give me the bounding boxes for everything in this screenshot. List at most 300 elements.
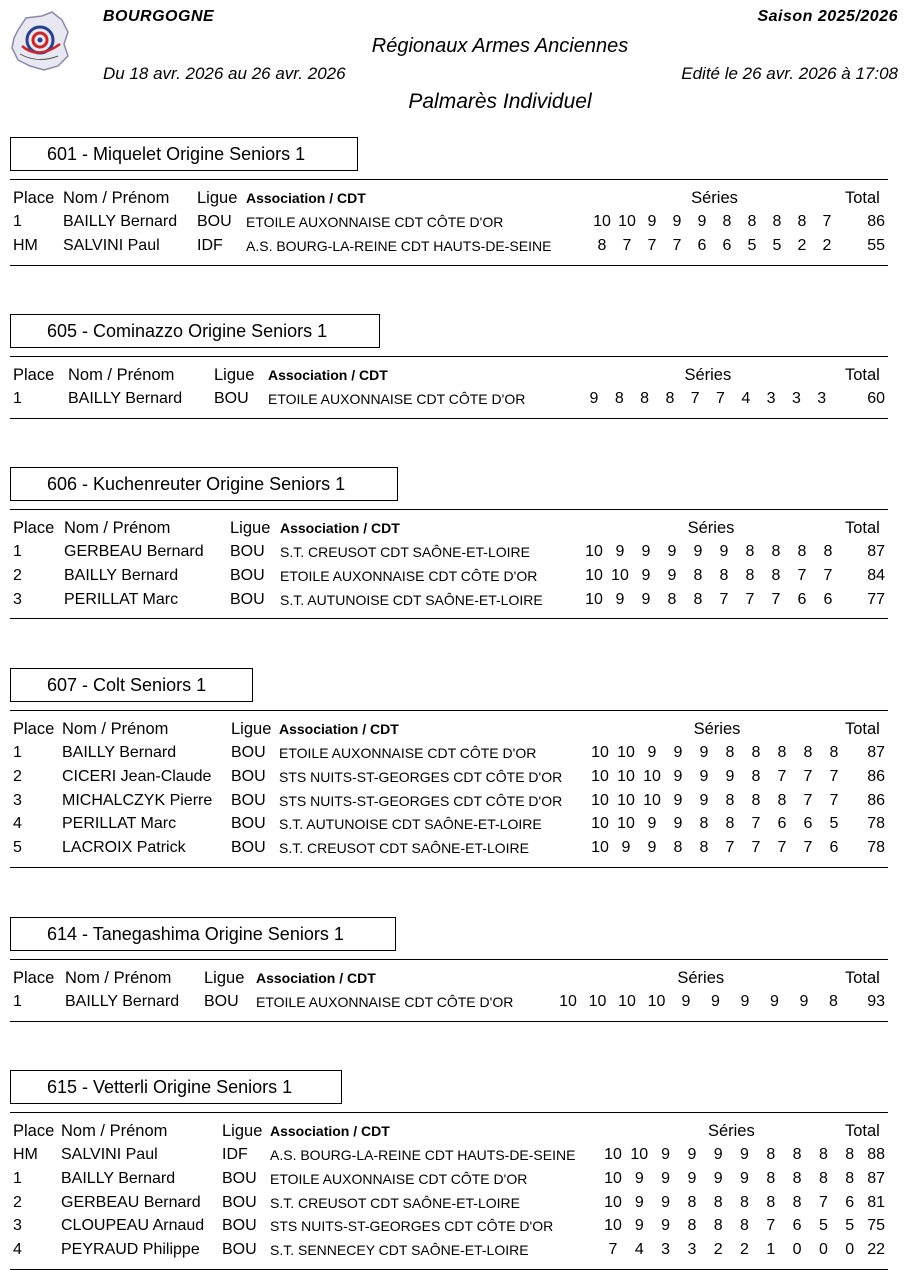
col-header-total: Total — [845, 366, 880, 384]
section-end-rule — [10, 867, 888, 868]
row-series-score: 9 — [673, 744, 683, 761]
col-header-name: Nom / Prénom — [64, 519, 171, 537]
col-header-place: Place — [13, 720, 55, 738]
col-header-place: Place — [13, 189, 55, 207]
row-series-score: 9 — [589, 390, 599, 407]
event-title: 606 - Kuchenreuter Origine Seniors 1 — [10, 467, 398, 501]
row-association: STS NUITS-ST-GEORGES CDT CÔTE D'OR — [279, 768, 563, 785]
row-total: 77 — [867, 590, 885, 608]
row-series-score: 8 — [829, 993, 838, 1010]
event-title: 607 - Colt Seniors 1 — [10, 668, 253, 702]
row-series-score: 6 — [792, 1217, 802, 1235]
col-header-place: Place — [13, 519, 55, 537]
row-series-score: 8 — [665, 390, 675, 407]
row-place: HM — [13, 1146, 38, 1163]
row-series-score: 7 — [803, 767, 813, 785]
col-header-place: Place — [13, 969, 55, 987]
row-series-score: 10 — [604, 1146, 622, 1163]
col-header-league: Ligue — [204, 969, 245, 987]
row-series-score: 10 — [591, 839, 609, 857]
row-series-score: 8 — [797, 543, 807, 560]
row-series-score: 10 — [588, 993, 607, 1010]
row-series-score: 8 — [751, 767, 761, 785]
row-series-score: 8 — [803, 744, 813, 761]
row-total: 22 — [867, 1241, 885, 1259]
row-series-score: 3 — [817, 390, 827, 407]
row-place: 1 — [13, 993, 22, 1010]
row-place: 5 — [13, 839, 22, 857]
row-series-score: 9 — [634, 1193, 644, 1211]
row-series-score: 9 — [647, 815, 657, 833]
row-series-score: 7 — [622, 236, 632, 254]
row-association: S.T. AUTUNOISE CDT SAÔNE-ET-LOIRE — [280, 591, 543, 608]
row-series-score: 10 — [617, 767, 635, 785]
row-series-score: 8 — [725, 791, 735, 809]
row-association: A.S. BOURG-LA-REINE CDT HAUTS-DE-SEINE — [270, 1147, 576, 1163]
row-total: 86 — [867, 767, 885, 785]
edit-timestamp: Edité le 26 avr. 2026 à 17:08 — [681, 64, 898, 83]
row-league: BOU — [197, 213, 232, 230]
row-series-score: 7 — [829, 791, 839, 809]
row-series-score: 9 — [661, 1146, 671, 1163]
row-series-score: 7 — [822, 213, 832, 230]
col-header-total: Total — [845, 1122, 880, 1140]
row-series-score: 8 — [640, 390, 650, 407]
row-series-score: 3 — [791, 390, 801, 407]
row-series-score: 10 — [643, 767, 661, 785]
row-association: STS NUITS-ST-GEORGES CDT CÔTE D'OR — [270, 1218, 554, 1235]
row-series-score: 9 — [641, 543, 651, 560]
row-series-score: 10 — [604, 1217, 622, 1235]
row-series-score: 9 — [621, 839, 631, 857]
row-series-score: 8 — [719, 566, 729, 584]
row-association: S.T. AUTUNOISE CDT SAÔNE-ET-LOIRE — [279, 816, 542, 833]
row-series-score: 8 — [771, 543, 781, 560]
row-series-score: 9 — [647, 839, 657, 857]
row-series-score: 10 — [647, 993, 666, 1010]
row-series-score: 8 — [792, 1146, 802, 1163]
row-place: 3 — [13, 590, 22, 608]
row-series-score: 4 — [741, 390, 751, 407]
row-series-score: 8 — [845, 1146, 855, 1163]
header-rule — [10, 710, 888, 711]
col-header-name: Nom / Prénom — [68, 366, 175, 384]
row-league: BOU — [214, 390, 249, 407]
row-series-score: 8 — [687, 1193, 697, 1211]
col-header-association: Association / CDT — [246, 190, 366, 206]
col-header-series: Séries — [684, 366, 732, 384]
row-series-score: 3 — [766, 390, 776, 407]
row-series-score: 2 — [797, 236, 807, 254]
row-total: 55 — [867, 236, 885, 254]
row-league: BOU — [204, 993, 239, 1010]
row-association: STS NUITS-ST-GEORGES CDT CÔTE D'OR — [279, 792, 563, 809]
row-name: CICERI Jean-Claude — [62, 767, 212, 785]
row-series-score: 6 — [803, 815, 813, 833]
header-rule — [10, 1112, 888, 1113]
row-league: BOU — [222, 1241, 257, 1259]
row-series-score: 7 — [829, 767, 839, 785]
row-series-score: 8 — [818, 1169, 828, 1187]
row-series-score: 2 — [713, 1241, 723, 1259]
row-series-score: 9 — [711, 993, 720, 1010]
row-series-score: 8 — [797, 213, 807, 230]
col-header-association: Association / CDT — [270, 1123, 390, 1139]
row-series-score: 8 — [845, 1169, 855, 1187]
row-series-score: 8 — [823, 543, 833, 560]
row-series-score: 8 — [745, 566, 755, 584]
row-series-score: 10 — [604, 1193, 622, 1211]
col-header-name: Nom / Prénom — [63, 189, 170, 207]
row-name: SALVINI Paul — [63, 236, 160, 254]
row-series-score: 7 — [777, 839, 787, 857]
row-series-score: 6 — [845, 1193, 855, 1211]
col-header-series: Séries — [707, 1122, 755, 1140]
row-series-score: 5 — [818, 1217, 828, 1235]
row-league: BOU — [230, 566, 265, 584]
row-series-score: 9 — [647, 744, 657, 761]
row-name: GERBEAU Bernard — [61, 1193, 201, 1211]
row-name: PEYRAUD Philippe — [61, 1241, 200, 1259]
row-series-score: 10 — [618, 993, 636, 1010]
row-name: BAILLY Bernard — [62, 744, 177, 761]
row-series-score: 8 — [667, 590, 677, 608]
row-series-score: 8 — [693, 566, 703, 584]
row-series-score: 10 — [630, 1146, 649, 1163]
row-total: 84 — [867, 566, 885, 584]
col-header-association: Association / CDT — [268, 367, 388, 383]
row-name: BAILLY Bernard — [61, 1169, 176, 1187]
row-series-score: 7 — [777, 767, 787, 785]
section-end-rule — [10, 1021, 888, 1022]
row-series-score: 9 — [673, 767, 683, 785]
row-series-score: 9 — [699, 744, 709, 761]
row-series-score: 8 — [699, 839, 709, 857]
row-name: BAILLY Bernard — [63, 213, 178, 230]
row-association: S.T. CREUSOT CDT SAÔNE-ET-LOIRE — [279, 840, 529, 857]
row-series-score: 10 — [593, 213, 611, 230]
row-place: 1 — [13, 213, 22, 230]
row-series-score: 7 — [823, 566, 833, 584]
row-series-score: 8 — [792, 1193, 802, 1211]
row-series-score: 10 — [604, 1169, 622, 1187]
row-league: BOU — [230, 590, 265, 608]
row-series-score: 9 — [681, 993, 691, 1010]
row-total: 93 — [867, 993, 885, 1010]
row-series-score: 9 — [693, 543, 703, 560]
row-total: 78 — [867, 839, 885, 857]
row-series-score: 0 — [792, 1241, 802, 1259]
row-series-score: 9 — [661, 1193, 671, 1211]
col-header-league: Ligue — [214, 366, 255, 384]
row-series-score: 7 — [766, 1217, 776, 1235]
row-series-score: 10 — [611, 566, 629, 584]
row-series-score: 8 — [597, 236, 607, 254]
row-series-score: 6 — [829, 839, 839, 857]
row-series-score: 7 — [818, 1193, 828, 1211]
header-rule — [10, 959, 888, 960]
header-rule — [10, 509, 888, 510]
row-association: S.T. SENNECEY CDT SAÔNE-ET-LOIRE — [270, 1242, 529, 1259]
row-series-score: 9 — [799, 993, 809, 1010]
row-total: 75 — [867, 1217, 885, 1235]
row-series-score: 9 — [687, 1169, 697, 1187]
row-series-score: 8 — [777, 791, 787, 809]
col-header-total: Total — [845, 969, 880, 987]
row-series-score: 10 — [585, 566, 603, 584]
row-series-score: 7 — [672, 236, 682, 254]
row-series-score: 8 — [673, 839, 683, 857]
row-series-score: 8 — [766, 1146, 776, 1163]
row-series-score: 8 — [713, 1193, 723, 1211]
header-rule — [10, 356, 888, 357]
row-total: 88 — [867, 1146, 885, 1163]
row-series-score: 9 — [725, 767, 735, 785]
row-series-score: 7 — [797, 566, 807, 584]
event-title: 605 - Cominazzo Origine Seniors 1 — [10, 314, 380, 348]
row-association: ETOILE AUXONNAISE CDT CÔTE D'OR — [270, 1170, 528, 1187]
row-series-score: 8 — [818, 1146, 828, 1163]
row-series-score: 8 — [751, 791, 761, 809]
row-series-score: 3 — [661, 1241, 671, 1259]
row-series-score: 8 — [777, 744, 787, 761]
row-name: PERILLAT Marc — [62, 815, 177, 833]
row-series-score: 10 — [585, 543, 603, 560]
row-place: 1 — [13, 1169, 22, 1187]
row-association: A.S. BOURG-LA-REINE CDT HAUTS-DE-SEINE — [246, 237, 552, 254]
row-series-score: 7 — [690, 390, 700, 407]
col-header-series: Séries — [677, 969, 725, 987]
col-header-series: Séries — [693, 720, 741, 738]
row-series-score: 8 — [766, 1193, 776, 1211]
col-header-place: Place — [13, 366, 55, 384]
row-series-score: 8 — [740, 1193, 749, 1211]
row-league: BOU — [231, 744, 266, 761]
row-name: BAILLY Bernard — [64, 566, 179, 584]
row-league: BOU — [231, 767, 266, 785]
row-series-score: 7 — [647, 236, 657, 254]
row-series-score: 8 — [722, 213, 732, 230]
row-series-score: 10 — [617, 744, 635, 761]
col-header-series: Séries — [687, 519, 735, 537]
row-total: 86 — [867, 791, 885, 809]
row-series-score: 9 — [697, 213, 707, 230]
row-league: IDF — [197, 236, 223, 254]
row-place: HM — [13, 236, 38, 254]
row-series-score: 10 — [591, 744, 609, 761]
col-header-place: Place — [13, 1122, 55, 1140]
row-series-score: 7 — [725, 839, 735, 857]
row-total: 87 — [867, 744, 885, 761]
row-series-score: 10 — [559, 993, 577, 1010]
row-league: BOU — [231, 839, 266, 857]
row-name: LACROIX Patrick — [62, 839, 186, 857]
row-series-score: 6 — [697, 236, 707, 254]
col-header-association: Association / CDT — [280, 520, 400, 536]
row-series-score: 9 — [673, 815, 683, 833]
row-series-score: 9 — [740, 1146, 749, 1163]
row-series-score: 10 — [591, 815, 609, 833]
col-header-name: Nom / Prénom — [65, 969, 172, 987]
event-title: 601 - Miquelet Origine Seniors 1 — [10, 137, 358, 171]
row-total: 81 — [867, 1193, 885, 1211]
row-series-score: 8 — [771, 566, 781, 584]
season-label: Saison 2025/2026 — [757, 8, 898, 25]
row-league: IDF — [222, 1146, 248, 1163]
row-place: 4 — [13, 1241, 22, 1259]
row-series-score: 8 — [792, 1169, 802, 1187]
row-place: 1 — [13, 390, 22, 407]
row-league: BOU — [230, 543, 265, 560]
row-league: BOU — [231, 815, 266, 833]
event-title: 614 - Tanegashima Origine Seniors 1 — [10, 917, 396, 951]
row-series-score: 7 — [745, 590, 755, 608]
col-header-league: Ligue — [230, 519, 271, 537]
row-league: BOU — [222, 1217, 257, 1235]
row-series-score: 9 — [699, 791, 709, 809]
row-total: 87 — [867, 1169, 885, 1187]
row-series-score: 8 — [614, 390, 624, 407]
row-series-score: 2 — [740, 1241, 749, 1259]
row-series-score: 10 — [591, 791, 609, 809]
row-series-score: 8 — [751, 744, 761, 761]
row-series-score: 9 — [641, 566, 651, 584]
row-place: 1 — [13, 744, 22, 761]
row-series-score: 7 — [751, 815, 761, 833]
row-total: 60 — [867, 390, 885, 407]
row-name: SALVINI Paul — [61, 1146, 158, 1163]
section-end-rule — [10, 265, 888, 266]
row-series-score: 9 — [719, 543, 729, 560]
row-series-score: 6 — [823, 590, 833, 608]
row-series-score: 5 — [829, 815, 839, 833]
col-header-total: Total — [845, 720, 880, 738]
row-total: 86 — [867, 213, 885, 230]
col-header-total: Total — [845, 189, 880, 207]
row-series-score: 10 — [585, 590, 603, 608]
row-league: BOU — [222, 1169, 257, 1187]
row-association: ETOILE AUXONNAISE CDT CÔTE D'OR — [256, 994, 514, 1010]
row-association: ETOILE AUXONNAISE CDT CÔTE D'OR — [268, 391, 526, 407]
row-series-score: 9 — [661, 1169, 671, 1187]
row-series-score: 0 — [845, 1241, 855, 1259]
row-series-score: 9 — [740, 1169, 749, 1187]
row-name: BAILLY Bernard — [65, 993, 180, 1010]
row-place: 2 — [13, 566, 22, 584]
row-series-score: 7 — [719, 590, 729, 608]
row-series-score: 10 — [643, 791, 661, 809]
section-end-rule — [10, 618, 888, 619]
col-header-total: Total — [845, 519, 880, 537]
row-series-score: 9 — [667, 566, 677, 584]
row-place: 2 — [13, 1193, 22, 1211]
row-series-score: 9 — [615, 543, 625, 560]
col-header-name: Nom / Prénom — [61, 1122, 168, 1140]
header-rule — [10, 179, 888, 180]
row-series-score: 8 — [747, 213, 757, 230]
row-series-score: 1 — [766, 1241, 776, 1259]
col-header-league: Ligue — [197, 189, 238, 207]
row-place: 1 — [13, 543, 22, 560]
row-series-score: 9 — [740, 993, 750, 1010]
row-total: 87 — [867, 543, 885, 560]
col-header-series: Séries — [691, 189, 738, 207]
row-series-score: 9 — [699, 767, 709, 785]
row-series-score: 8 — [829, 744, 839, 761]
row-place: 2 — [13, 767, 22, 785]
col-header-association: Association / CDT — [256, 970, 376, 986]
competition-name: Régionaux Armes Anciennes — [371, 35, 629, 57]
row-series-score: 6 — [797, 590, 807, 608]
row-series-score: 7 — [803, 839, 813, 857]
col-header-association: Association / CDT — [279, 721, 399, 737]
row-series-score: 9 — [634, 1169, 644, 1187]
row-series-score: 7 — [716, 390, 725, 407]
row-place: 3 — [13, 1217, 22, 1235]
row-series-score: 8 — [745, 543, 755, 560]
row-series-score: 6 — [777, 815, 787, 833]
row-series-score: 7 — [771, 590, 781, 608]
row-total: 78 — [867, 815, 885, 833]
row-series-score: 8 — [725, 744, 735, 761]
section-end-rule — [10, 418, 888, 419]
row-association: S.T. CREUSOT CDT SAÔNE-ET-LOIRE — [280, 544, 530, 560]
row-series-score: 9 — [770, 993, 779, 1010]
row-series-score: 7 — [751, 839, 761, 857]
row-series-score: 9 — [661, 1217, 671, 1235]
row-name: MICHALCZYK Pierre — [62, 791, 213, 809]
row-series-score: 9 — [713, 1169, 723, 1187]
row-series-score: 8 — [766, 1169, 776, 1187]
row-name: BAILLY Bernard — [68, 390, 183, 407]
row-series-score: 3 — [687, 1241, 697, 1259]
row-series-score: 7 — [803, 791, 813, 809]
date-range: Du 18 avr. 2026 au 26 avr. 2026 — [103, 64, 346, 83]
event-title: 615 - Vetterli Origine Seniors 1 — [10, 1070, 342, 1104]
region-label: BOURGOGNE — [103, 8, 215, 25]
row-series-score: 10 — [618, 213, 636, 230]
row-series-score: 9 — [713, 1146, 723, 1163]
row-association: ETOILE AUXONNAISE CDT CÔTE D'OR — [279, 745, 537, 761]
row-series-score: 0 — [818, 1241, 828, 1259]
row-series-score: 9 — [667, 543, 677, 560]
row-series-score: 4 — [634, 1241, 644, 1259]
row-series-score: 8 — [713, 1217, 723, 1235]
row-series-score: 9 — [615, 590, 625, 608]
row-series-score: 10 — [617, 791, 635, 809]
row-name: GERBEAU Bernard — [64, 543, 204, 560]
row-series-score: 9 — [673, 791, 683, 809]
row-series-score: 10 — [617, 815, 635, 833]
row-series-score: 2 — [822, 236, 832, 254]
row-league: BOU — [222, 1193, 257, 1211]
col-header-name: Nom / Prénom — [62, 720, 169, 738]
col-header-league: Ligue — [231, 720, 272, 738]
row-series-score: 8 — [699, 815, 709, 833]
row-series-score: 7 — [608, 1241, 618, 1259]
row-league: BOU — [231, 791, 266, 809]
row-series-score: 9 — [641, 590, 651, 608]
row-place: 3 — [13, 791, 22, 809]
row-series-score: 10 — [591, 767, 609, 785]
row-association: S.T. CREUSOT CDT SAÔNE-ET-LOIRE — [270, 1194, 520, 1211]
col-header-league: Ligue — [222, 1122, 263, 1140]
row-series-score: 8 — [693, 590, 703, 608]
row-association: ETOILE AUXONNAISE CDT CÔTE D'OR — [246, 214, 504, 230]
row-series-score: 6 — [722, 236, 732, 254]
row-series-score: 9 — [647, 213, 657, 230]
row-series-score: 8 — [772, 213, 782, 230]
